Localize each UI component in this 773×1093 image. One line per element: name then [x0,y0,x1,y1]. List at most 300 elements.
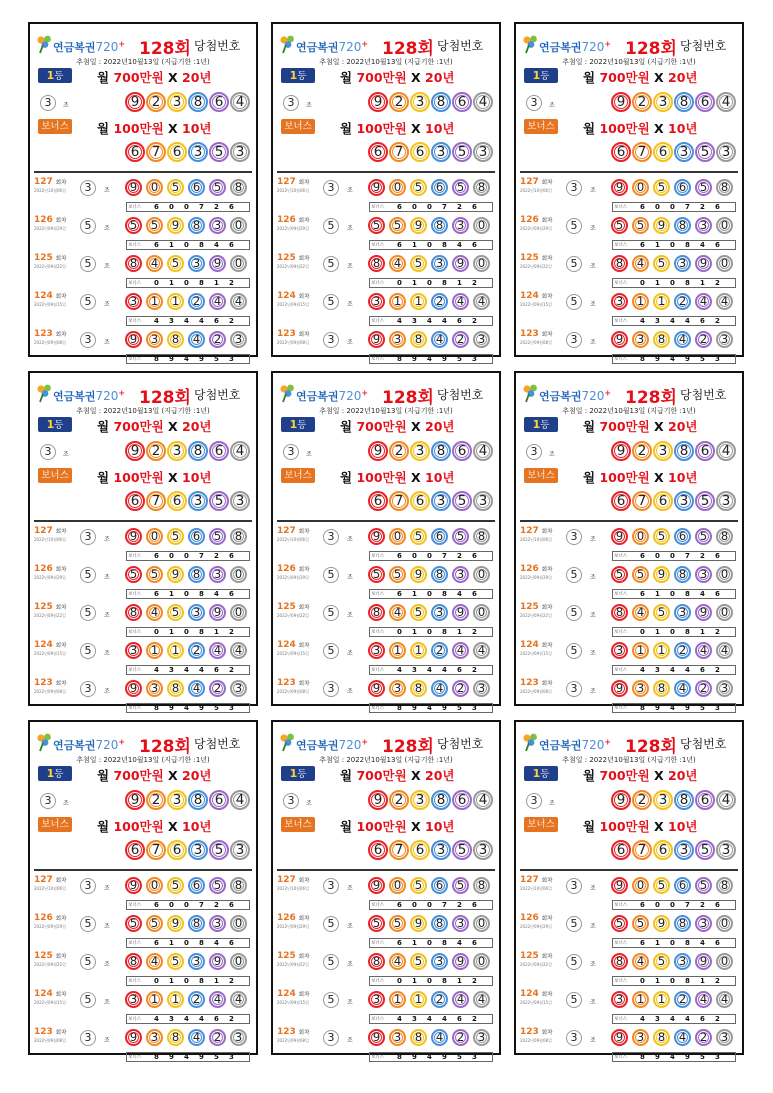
history-number-ball: 3 [368,642,385,659]
history-bonus-digit: 3 [169,666,174,674]
jo-label: 조 [590,263,596,270]
number-ball: 4 [473,790,493,810]
history-bonus-label: 보너스 [614,554,628,559]
history-bonus-digit: 1 [700,977,705,985]
jo-label: 조 [347,574,353,581]
history-bonus-label: 보너스 [371,630,385,635]
history-number-ball: 3 [146,331,163,348]
bonus-badge: 보너스 [281,119,315,134]
history-bonus-box [126,938,250,948]
first-rank-badge: 1등 [38,68,72,83]
history-jo-ball: 5 [566,916,582,932]
history-bonus-digit: 8 [685,977,690,985]
history-row [273,912,499,950]
history-number-ball: 4 [146,604,163,621]
history-bonus-digit: 7 [685,901,690,909]
history-number-ball: 2 [209,680,226,697]
history-bonus-digit: 8 [442,241,447,249]
number-ball: 8 [188,790,208,810]
history-number-ball: 5 [410,877,427,894]
history-jo-ball: 3 [323,180,339,196]
history-number-ball: 8 [716,877,733,894]
history-bonus-digit: 6 [715,901,720,909]
bonus-number-ball: 5 [452,491,472,511]
history-bonus-box [126,589,250,599]
first-rank-badge: 1등 [524,766,558,781]
first-jo-ball: 3 [283,95,299,111]
history-bonus-digit: 6 [640,590,645,598]
history-round: 124 회차 [34,640,67,650]
history-number-ball: 3 [188,953,205,970]
history-number-ball: 0 [716,566,733,583]
history-bonus-digit: 6 [229,552,234,560]
history-bonus-label: 보너스 [371,1055,385,1060]
jo-label: 조 [104,923,110,930]
bonus-badge: 보너스 [38,817,72,832]
history-jo-ball: 5 [566,218,582,234]
history-date: 2022년09월29일 [34,226,66,231]
number-ball: 2 [389,441,409,461]
brand-name: 연금복권720+ [296,388,369,403]
history-number-ball: 2 [695,331,712,348]
jo-label: 조 [104,1037,110,1044]
history-number-ball: 9 [410,217,427,234]
history-bonus-digit: 3 [229,704,234,712]
history-number-ball: 5 [653,604,670,621]
history-bonus-digit: 4 [427,704,432,712]
history-number-ball: 2 [188,991,205,1008]
history-jo-ball: 3 [323,878,339,894]
history-bonus-digit: 3 [655,1015,660,1023]
history-number-ball: 9 [410,566,427,583]
history-date: 2022년09월29일 [277,575,309,580]
history-bonus-box [126,1052,250,1062]
history-number-ball: 4 [146,255,163,272]
history-bonus-label: 보너스 [614,979,628,984]
history-row [30,677,256,715]
history-bonus-digit: 6 [397,203,402,211]
number-ball: 4 [716,92,736,112]
bonus-badge: 보너스 [38,119,72,134]
history-bonus-label: 보너스 [128,668,142,673]
jo-label: 조 [347,885,353,892]
history-date: 2022년10월06일 [34,537,66,542]
bonus-number-ball: 3 [188,840,208,860]
history-number-ball: 9 [125,1029,142,1046]
history-bonus-digit: 6 [397,901,402,909]
history-number-ball: 5 [209,179,226,196]
history-jo-ball: 5 [80,643,96,659]
history-jo-ball: 3 [323,1030,339,1046]
history-bonus-digit: 2 [472,279,477,287]
number-ball: 6 [209,441,229,461]
history-bonus-digit: 4 [214,939,219,947]
lottery-result-card [271,720,501,1061]
history-bonus-digit: 6 [229,901,234,909]
history-bonus-digit: 1 [412,241,417,249]
history-number-ball: 5 [368,566,385,583]
history-bonus-digit: 6 [457,317,462,325]
draw-date: 추첨일 : 2022년10월13일 (지급기한 :1년) [319,756,453,764]
bonus-number-ball: 7 [146,491,166,511]
history-round: 123 회차 [520,678,553,688]
history-bonus-digit: 0 [154,279,159,287]
history-number-ball: 3 [188,255,205,272]
clover-logo-icon [522,733,538,752]
history-bonus-digit: 4 [154,1015,159,1023]
history-number-ball: 3 [431,255,448,272]
history-number-ball: 3 [431,953,448,970]
history-bonus-digit: 3 [229,355,234,363]
history-bonus-label: 보너스 [371,592,385,597]
history-bonus-label: 보너스 [128,281,142,286]
history-jo-ball: 5 [80,218,96,234]
history-bonus-digit: 3 [655,317,660,325]
history-jo-ball: 5 [80,605,96,621]
history-jo-ball: 5 [80,992,96,1008]
history-round: 125 회차 [34,253,67,263]
history-jo-ball: 3 [323,332,339,348]
history-bonus-box [369,938,493,948]
history-bonus-label: 보너스 [614,281,628,286]
history-row [273,176,499,214]
history-jo-ball: 3 [323,681,339,697]
history-round: 123 회차 [277,678,310,688]
jo-label: 조 [104,574,110,581]
history-number-ball: 5 [611,915,628,932]
history-bonus-digit: 0 [397,628,402,636]
first-rank-badge: 1등 [281,766,315,781]
history-bonus-box [612,240,736,250]
history-number-ball: 4 [146,953,163,970]
history-number-ball: 8 [431,217,448,234]
history-bonus-label: 보너스 [614,243,628,248]
history-bonus-digit: 1 [700,628,705,636]
number-ball: 6 [695,790,715,810]
history-bonus-digit: 1 [214,628,219,636]
history-number-ball: 8 [431,915,448,932]
history-round: 127 회차 [277,526,310,536]
history-number-ball: 4 [188,331,205,348]
history-number-ball: 5 [368,217,385,234]
history-number-ball: 6 [431,877,448,894]
round-number: 128회 [625,388,677,408]
draw-date: 추첨일 : 2022년10월13일 (지급기한 :1년) [319,407,453,415]
history-bonus-box [369,589,493,599]
number-ball: 2 [632,441,652,461]
card-header [522,34,738,59]
history-bonus-digit: 6 [640,241,645,249]
history-bonus-digit: 8 [685,939,690,947]
history-number-ball: 3 [716,1029,733,1046]
history-row [516,639,742,677]
history-bonus-digit: 8 [640,1053,645,1061]
history-bonus-label: 보너스 [128,357,142,362]
history-number-ball: 9 [452,953,469,970]
history-bonus-digit: 0 [655,901,660,909]
history-number-ball: 5 [695,179,712,196]
history-number-ball: 0 [716,953,733,970]
history-bonus-digit: 6 [229,590,234,598]
history-round: 127 회차 [277,177,310,187]
history-number-ball: 3 [389,680,406,697]
round-number: 128회 [139,737,191,757]
history-bonus-digit: 1 [412,628,417,636]
history-bonus-digit: 4 [685,317,690,325]
history-bonus-digit: 1 [169,628,174,636]
history-number-ball: 3 [209,915,226,932]
history-bonus-digit: 1 [169,279,174,287]
history-bonus-box [126,202,250,212]
history-number-ball: 6 [431,179,448,196]
jo-label: 조 [306,800,312,807]
history-bonus-digit: 6 [229,241,234,249]
card-header [36,732,252,757]
jo-label: 조 [347,187,353,194]
history-number-ball: 4 [389,604,406,621]
bonus-number-ball: 7 [389,491,409,511]
history-bonus-label: 보너스 [614,1055,628,1060]
bonus-number-ball: 7 [146,840,166,860]
history-number-ball: 9 [653,217,670,234]
history-row [30,214,256,252]
lottery-result-card [28,22,258,363]
history-bonus-digit: 8 [199,977,204,985]
jo-label: 조 [347,263,353,270]
history-number-ball: 6 [188,179,205,196]
history-number-ball: 8 [368,255,385,272]
history-number-ball: 3 [431,604,448,621]
history-bonus-digit: 6 [715,590,720,598]
history-bonus-digit: 3 [715,1053,720,1061]
first-prize-text: 월 700만원 X 20년 [340,70,455,85]
history-bonus-digit: 2 [715,628,720,636]
history-date: 2022년10월06일 [34,188,66,193]
history-jo-ball: 5 [323,916,339,932]
history-bonus-digit: 8 [154,704,159,712]
round-number: 128회 [139,388,191,408]
divider [520,869,738,871]
history-bonus-digit: 0 [427,628,432,636]
bonus-number-ball: 5 [209,491,229,511]
history-bonus-digit: 2 [457,552,462,560]
round-number: 128회 [382,39,434,59]
history-number-ball: 2 [452,331,469,348]
history-bonus-digit: 0 [184,552,189,560]
clover-logo-icon [522,384,538,403]
history-number-ball: 1 [653,991,670,1008]
page-title: 당첨번호 [437,39,484,53]
history-date: 2022년09월08일 [277,689,309,694]
history-bonus-box [369,354,493,364]
history-bonus-digit: 9 [685,704,690,712]
history-number-ball: 5 [653,255,670,272]
number-ball: 4 [716,441,736,461]
history-number-ball: 3 [125,991,142,1008]
history-bonus-digit: 7 [685,203,690,211]
bonus-number-ball: 3 [431,491,451,511]
bonus-number-ball: 6 [611,142,631,162]
history-row [516,874,742,912]
number-ball: 4 [716,790,736,810]
history-bonus-digit: 3 [715,355,720,363]
history-number-ball: 3 [389,1029,406,1046]
history-bonus-digit: 8 [199,241,204,249]
history-bonus-digit: 2 [457,901,462,909]
history-row [516,1026,742,1064]
history-bonus-digit: 2 [229,279,234,287]
history-number-ball: 3 [146,1029,163,1046]
history-number-ball: 5 [167,255,184,272]
history-number-ball: 3 [695,217,712,234]
history-bonus-digit: 8 [397,355,402,363]
history-number-ball: 8 [674,566,691,583]
history-bonus-box [612,976,736,986]
bonus-number-ball: 6 [410,840,430,860]
number-ball: 4 [230,790,250,810]
history-number-ball: 2 [674,642,691,659]
history-round: 126 회차 [34,564,67,574]
history-bonus-box [126,627,250,637]
history-number-ball: 0 [473,217,490,234]
history-bonus-digit: 8 [397,704,402,712]
history-number-ball: 9 [209,255,226,272]
history-number-ball: 8 [716,528,733,545]
history-date: 2022년09월22일 [34,962,66,967]
history-number-ball: 8 [230,528,247,545]
history-row [273,252,499,290]
history-bonus-digit: 2 [457,203,462,211]
history-number-ball: 9 [125,680,142,697]
history-bonus-box [369,316,493,326]
history-bonus-digit: 0 [670,279,675,287]
history-bonus-digit: 6 [715,241,720,249]
history-bonus-digit: 1 [214,977,219,985]
first-rank-badge: 1등 [281,68,315,83]
history-number-ball: 5 [632,566,649,583]
bonus-number-ball: 6 [653,491,673,511]
history-bonus-digit: 3 [715,704,720,712]
history-bonus-digit: 7 [442,552,447,560]
history-bonus-digit: 4 [184,704,189,712]
history-bonus-digit: 3 [412,666,417,674]
history-number-ball: 4 [716,991,733,1008]
history-number-ball: 3 [452,566,469,583]
bonus-prize-text: 월 100만원 X 10년 [583,470,698,485]
card-header [279,34,495,59]
history-number-ball: 5 [410,604,427,621]
history-bonus-digit: 4 [184,355,189,363]
history-bonus-digit: 4 [397,1015,402,1023]
history-bonus-digit: 2 [229,628,234,636]
brand-name: 연금복권720+ [53,388,126,403]
history-number-ball: 5 [209,528,226,545]
jo-label: 조 [347,1037,353,1044]
history-number-ball: 1 [653,293,670,310]
history-number-ball: 4 [209,293,226,310]
history-round: 124 회차 [520,989,553,999]
history-number-ball: 6 [674,179,691,196]
bonus-number-ball: 7 [632,491,652,511]
number-ball: 9 [368,92,388,112]
history-date: 2022년09월29일 [34,924,66,929]
history-date: 2022년09월15일 [277,1000,309,1005]
jo-label: 조 [590,612,596,619]
history-row [516,988,742,1026]
history-bonus-label: 보너스 [128,554,142,559]
history-bonus-digit: 5 [700,704,705,712]
history-row [30,328,256,366]
history-bonus-digit: 0 [184,977,189,985]
history-bonus-digit: 2 [229,666,234,674]
jo-label: 조 [347,536,353,543]
history-bonus-digit: 9 [655,1053,660,1061]
history-bonus-digit: 1 [214,279,219,287]
history-date: 2022년09월22일 [520,962,552,967]
history-row [516,252,742,290]
jo-label: 조 [104,536,110,543]
history-number-ball: 8 [188,566,205,583]
history-row [516,950,742,988]
history-bonus-digit: 4 [184,666,189,674]
history-row [273,328,499,366]
jo-label: 조 [590,1037,596,1044]
history-date: 2022년09월15일 [277,651,309,656]
history-number-ball: 9 [653,566,670,583]
jo-label: 조 [549,102,555,109]
history-number-ball: 4 [716,293,733,310]
first-rank-badge: 1등 [38,417,72,432]
history-row [516,525,742,563]
history-number-ball: 2 [695,680,712,697]
history-date: 2022년10월06일 [277,886,309,891]
bonus-number-ball: 7 [389,840,409,860]
history-bonus-digit: 6 [472,939,477,947]
history-bonus-digit: 5 [457,355,462,363]
jo-label: 조 [104,301,110,308]
history-bonus-digit: 0 [154,628,159,636]
history-bonus-box [612,316,736,326]
jo-label: 조 [347,688,353,695]
bonus-number-ball: 3 [431,840,451,860]
history-bonus-digit: 8 [685,628,690,636]
history-round: 124 회차 [277,640,310,650]
jo-label: 조 [306,451,312,458]
history-number-ball: 0 [716,255,733,272]
history-bonus-digit: 4 [199,317,204,325]
history-number-ball: 9 [368,331,385,348]
history-number-ball: 2 [431,991,448,1008]
history-date: 2022년09월08일 [277,340,309,345]
history-number-ball: 1 [146,642,163,659]
history-number-ball: 0 [230,604,247,621]
history-row [273,563,499,601]
history-bonus-digit: 0 [655,203,660,211]
bonus-number-ball: 5 [209,142,229,162]
history-number-ball: 5 [167,528,184,545]
history-number-ball: 1 [167,293,184,310]
history-bonus-digit: 4 [670,1053,675,1061]
history-bonus-digit: 2 [700,203,705,211]
history-number-ball: 8 [125,255,142,272]
number-ball: 6 [209,790,229,810]
history-bonus-digit: 8 [199,628,204,636]
history-bonus-digit: 2 [214,552,219,560]
history-number-ball: 0 [146,528,163,545]
history-bonus-digit: 2 [214,901,219,909]
first-rank-badge: 1등 [281,417,315,432]
history-round: 125 회차 [277,253,310,263]
